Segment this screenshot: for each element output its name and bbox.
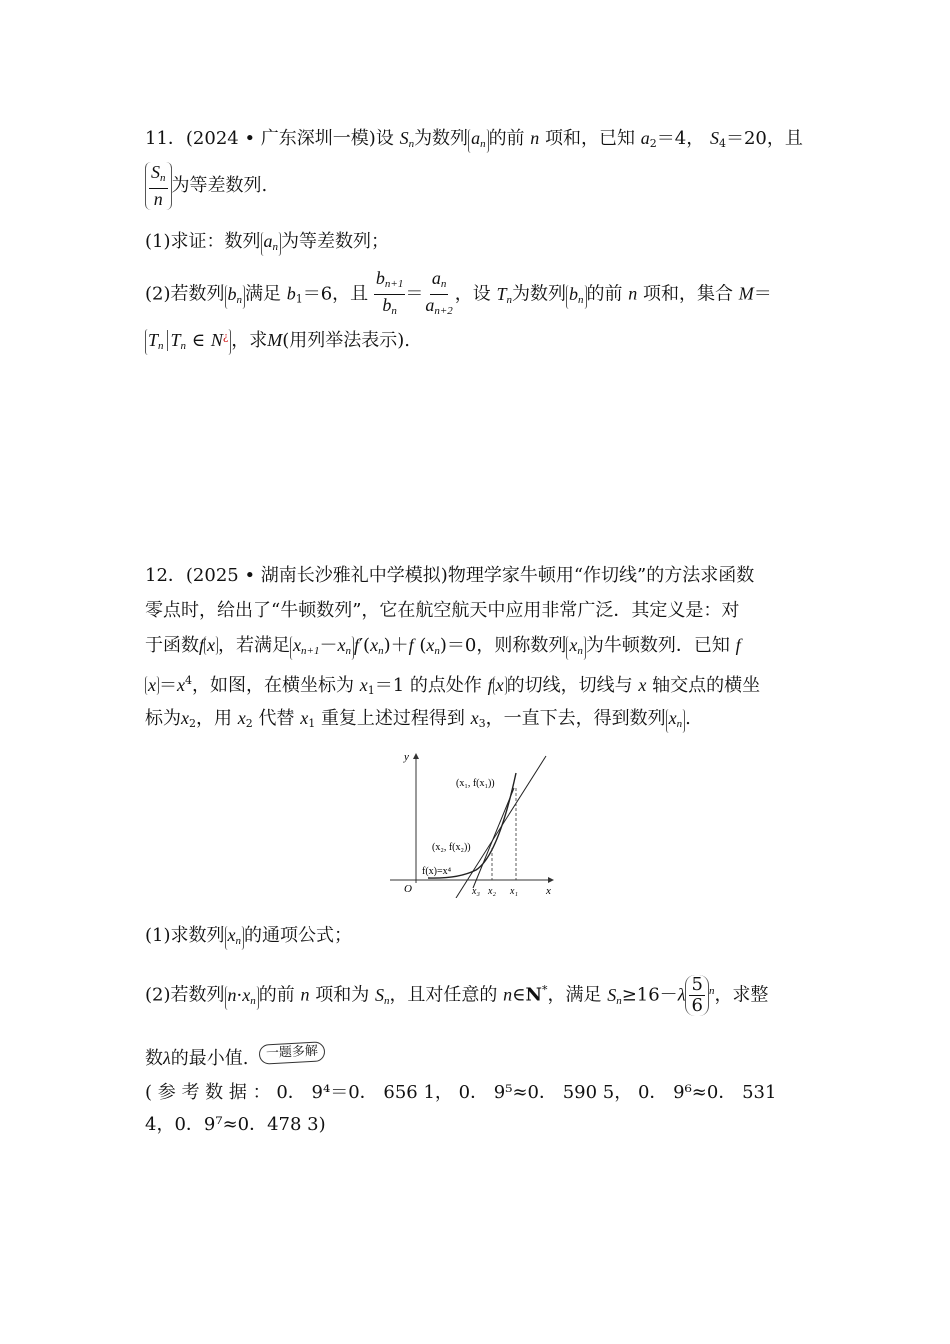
q11-source: (2024 • 广东深圳一模) — [185, 128, 376, 149]
q11-number: 11． — [145, 128, 186, 149]
label-x1: x₁ — [510, 886, 518, 897]
q12-part-2: (2)若数列 $n\cdot x_n$ 的前 n 项和为 $S_n$，且对任意的 n∈N*，满足 $S_n\ge 16-\lambda$ $\frac{5}{6}$ $^n$，求整 — [145, 974, 769, 1016]
q12-line-1: 12．(2025 • 湖南长沙雅礼中学模拟)物理学家牛顿用“作切线”的方法求函数 — [145, 565, 755, 586]
q12-line-2: 零点时，给出了“牛顿数列”，它在航空航天中应用非常广泛．其定义是：对 — [145, 600, 740, 621]
multiple-solutions-tag: 一题多解 — [258, 1041, 325, 1064]
q12-part-1: (1)求数列 $x_n$ 的通项公式； — [145, 924, 352, 950]
newton-tangent-figure — [388, 748, 558, 898]
label-y: y — [404, 751, 409, 763]
q12-line-3: 于函数f x ，若满足 $x_{n+1}-x_n$ $f'(x_n)+f$ $(x_n)=0$，则称数列 $x_n$ 为牛顿数列．已知 f — [145, 633, 741, 663]
label-point-1: (x₁, f(x₁)) — [456, 778, 495, 789]
q11-line-2: $\frac{S_n}{n}$ 为等差数列. — [145, 162, 267, 210]
tangent-line-2 — [473, 788, 514, 888]
q11-part-1: (1)求证：数列 $a_n$ 为等差数列； — [145, 230, 389, 256]
set-M: $T_n$ $T_n$ ∈ N¿ — [145, 329, 231, 355]
q11-part-2-cont: $T_n$ $T_n$ ∈ N¿ ，求M(用列举法表示). — [145, 328, 410, 355]
label-x3: x₃ — [472, 886, 480, 897]
q11-part-2: (2)若数列 $b_n$ 满足 $b_1=6$，且 $\frac{b_{n+1}}{b_n}$ ＝ $\frac{a_n}{a_{n+2}}$ ，设 $T_n$为数列 $b_n$ 的前 n 项和，集合 M＝ — [145, 268, 772, 321]
q11-line-1: 11．(2024 • 广东深圳一模)设 $S_n$为数列 $a_n$ 的前 n 项和，已知 $a_2=4$， $S_4=20$，且 — [145, 126, 803, 156]
b-ratio-fraction: $\frac{b_{n+1}}{b_n}$ — [375, 268, 404, 317]
q12-number: 12． — [145, 565, 186, 586]
q12-part-2-cont: 数λ的最小值. 一题多解 — [145, 1043, 325, 1071]
q12-source: (2025 • 湖南长沙雅礼中学模拟) — [185, 565, 448, 586]
q12-line-4: $x =x^4$，如图，在横坐标为 $x_1=1$ 的点处作 f x 的切线，切线与 x 轴交点的横坐 — [145, 669, 760, 703]
label-point-2: (x₂, f(x₂)) — [432, 842, 471, 853]
sn-over-n-sequence: $\frac{S_n}{n}$ — [145, 162, 172, 210]
label-x: x — [546, 885, 551, 897]
label-x2: x₂ — [488, 886, 496, 897]
label-curve: f(x)=x⁴ — [422, 866, 452, 877]
reference-data-line-1: ( 参 考 数 据 ： 0． 9⁴＝0． 656 1， 0． 9⁵≈0． 590 5， 0． 9⁶≈0． 531 — [145, 1082, 777, 1103]
reference-data-line-2: 4，0．9⁷≈0．478 3) — [145, 1114, 326, 1135]
a-ratio-fraction: $\frac{a_n}{a_{n+2}}$ — [425, 268, 453, 317]
q12-line-5: 标为$x_2$，用 $x_2$ 代替 $x_1$ 重复上述过程得到 $x_3$，一直下去，得到数列 $x_n$ . — [145, 706, 691, 736]
label-origin: O — [404, 883, 412, 895]
